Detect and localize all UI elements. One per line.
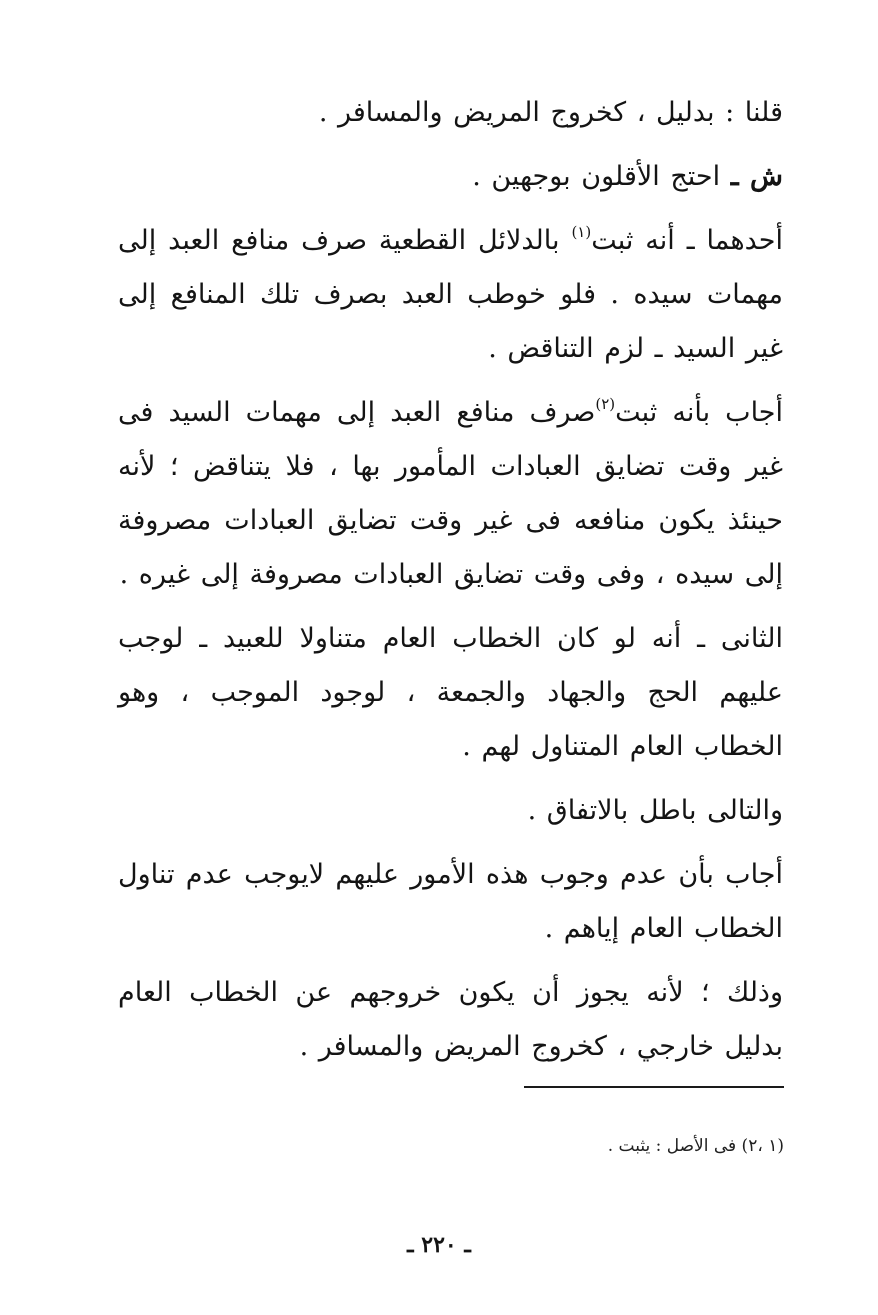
main-text [118, 86, 783, 1084]
paragraph-7 [118, 848, 783, 956]
paragraph-2 [118, 150, 783, 204]
paragraph-5-text: الثانى ـ أنه لو كان الخطاب العام متناولا للعبيد ـ لوجب عليهم الحج والجهاد والجمعة ، لوجود الموجب ، وهو الخطاب العام المتناول لهم . [118, 623, 783, 762]
paragraph-4 [118, 386, 783, 602]
paragraph-7-text: أجاب بأن عدم وجوب هذه الأمور عليهم لايوجب عدم تناول الخطاب العام إياهم . [118, 859, 783, 944]
paragraph-5 [118, 612, 783, 774]
paragraph-4-text-start: أجاب بأنه ثبت [615, 397, 783, 428]
commentary-marker: ش ـ [730, 161, 783, 192]
paragraph-6 [118, 784, 783, 838]
paragraph-3-text-end: بالدلائل القطعية صرف منافع العبد إلى مهمات سيده . فلو خوطب العبد بصرف تلك المنافع إلى غير السيد ـ لزم التناقض . [118, 225, 783, 364]
footnote-ref-2: (٢) [595, 395, 616, 413]
footnote-divider [524, 1086, 784, 1088]
footnote: (١ ،٢) فى الأصل : يثبت . [607, 1136, 784, 1156]
paragraph-1-text: قلنا : بدليل ، كخروج المريض والمسافر . [318, 97, 783, 128]
paragraph-3 [118, 214, 783, 376]
paragraph-6-text: والتالى باطل بالاتفاق . [527, 795, 783, 826]
paragraph-1 [118, 86, 783, 140]
footnote-ref-1: (١) [571, 223, 592, 241]
page-number: ـ ٢٢٠ ـ [407, 1232, 471, 1258]
paragraph-8 [118, 966, 783, 1074]
paragraph-8-text: وذلك ؛ لأنه يجوز أن يكون خروجهم عن الخطاب العام بدليل خارجي ، كخروج المريض والمسافر . [118, 977, 783, 1062]
paragraph-3-text-start: أحدهما ـ أنه ثبت [591, 225, 783, 256]
paragraph-4-text-end: صرف منافع العبد إلى مهمات السيد فى غير وقت تضايق العبادات المأمور بها ، فلا يتناقض ؛ لأنه حينئذ يكون منافعه فى غير وقت تضايق العبادات مصروفة إلى سيده ، وفى وقت تضايق العبادات مصروفة إلى غيره . [118, 397, 783, 590]
paragraph-2-text: احتج الأقلون بوجهين . [472, 161, 721, 192]
